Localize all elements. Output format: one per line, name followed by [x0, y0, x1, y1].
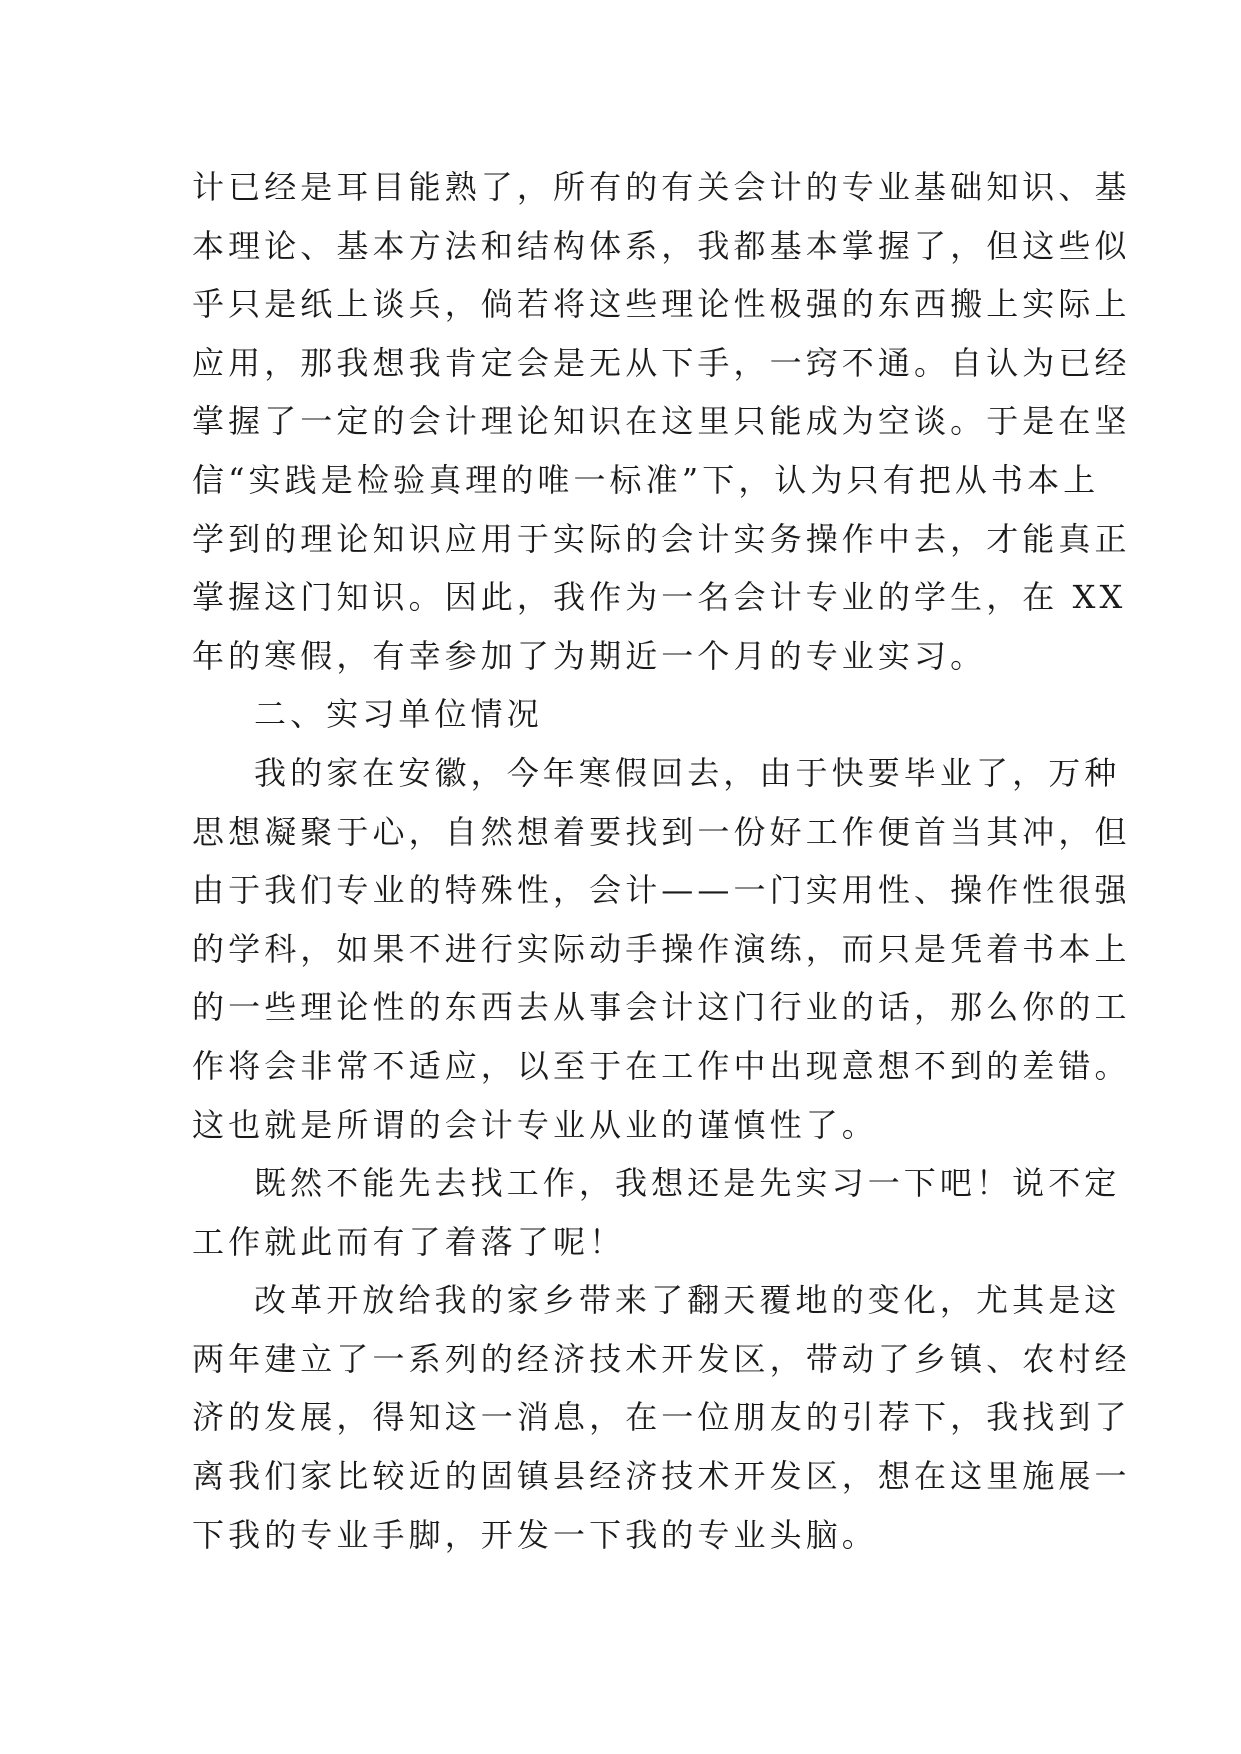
text-line: 掌握了一定的会计理论知识在这里只能成为空谈。于是在坚 [192, 402, 1131, 441]
text-line: 年的寒假，有幸参加了为期近一个月的专业实习。 [192, 636, 987, 675]
text-line: 计已经是耳目能熟了，所有的有关会计的专业基础知识、基 [192, 168, 1131, 206]
text-line: 这也就是所谓的会计专业从业的谨慎性了。 [192, 1105, 878, 1144]
text-line: 应用，那我想我肯定会是无从下手，一窍不通。自认为已经 [192, 343, 1131, 382]
text-line: 由于我们专业的特殊性，会计——一门实用性、操作性很强 [192, 871, 1131, 910]
section-heading: 二、实习单位情况 [254, 695, 543, 734]
text-line: 两年建立了一系列的经济技术开发区，带动了乡镇、农村经 [192, 1339, 1131, 1378]
paragraph-start-line: 我的家在安徽，今年寒假回去，由于快要毕业了，万种 [254, 753, 1121, 792]
paragraph-start-line: 既然不能先去找工作，我想还是先实习一下吧！说不定 [254, 1164, 1121, 1203]
body-text [192, 158, 1131, 1564]
text-line: 掌握这门知识。因此，我作为一名会计专业的学生，在 XX [192, 578, 1127, 617]
paragraph-start-line: 改革开放给我的家乡带来了翻天覆地的变化，尤其是这 [254, 1281, 1121, 1320]
text-line: 工作就此而有了着落了呢！ [192, 1222, 626, 1261]
text-line: 信“实践是检验真理的唯一标准”下，认为只有把从书本上 [192, 460, 1100, 499]
text-line: 本理论、基本方法和结构体系，我都基本掌握了，但这些似 [192, 226, 1131, 265]
text-line: 下我的专业手脚，开发一下我的专业头脑。 [192, 1515, 878, 1554]
text-line: 乎只是纸上谈兵，倘若将这些理论性极强的东西搬上实际上 [192, 285, 1131, 324]
text-line: 的学科，如果不进行实际动手操作演练，而只是凭着书本上 [192, 929, 1131, 968]
text-line: 思想凝聚于心，自然想着要找到一份好工作便首当其冲，但 [192, 812, 1131, 851]
text-line: 离我们家比较近的固镇县经济技术开发区，想在这里施展一 [192, 1457, 1131, 1496]
text-line: 作将会非常不适应，以至于在工作中出现意想不到的差错。 [192, 1046, 1131, 1085]
text-line: 的一些理论性的东西去从事会计这门行业的话，那么你的工 [192, 988, 1131, 1027]
text-line: 济的发展，得知这一消息，在一位朋友的引荐下，我找到了 [192, 1398, 1131, 1437]
text-line: 学到的理论知识应用于实际的会计实务操作中去，才能真正 [192, 519, 1131, 558]
